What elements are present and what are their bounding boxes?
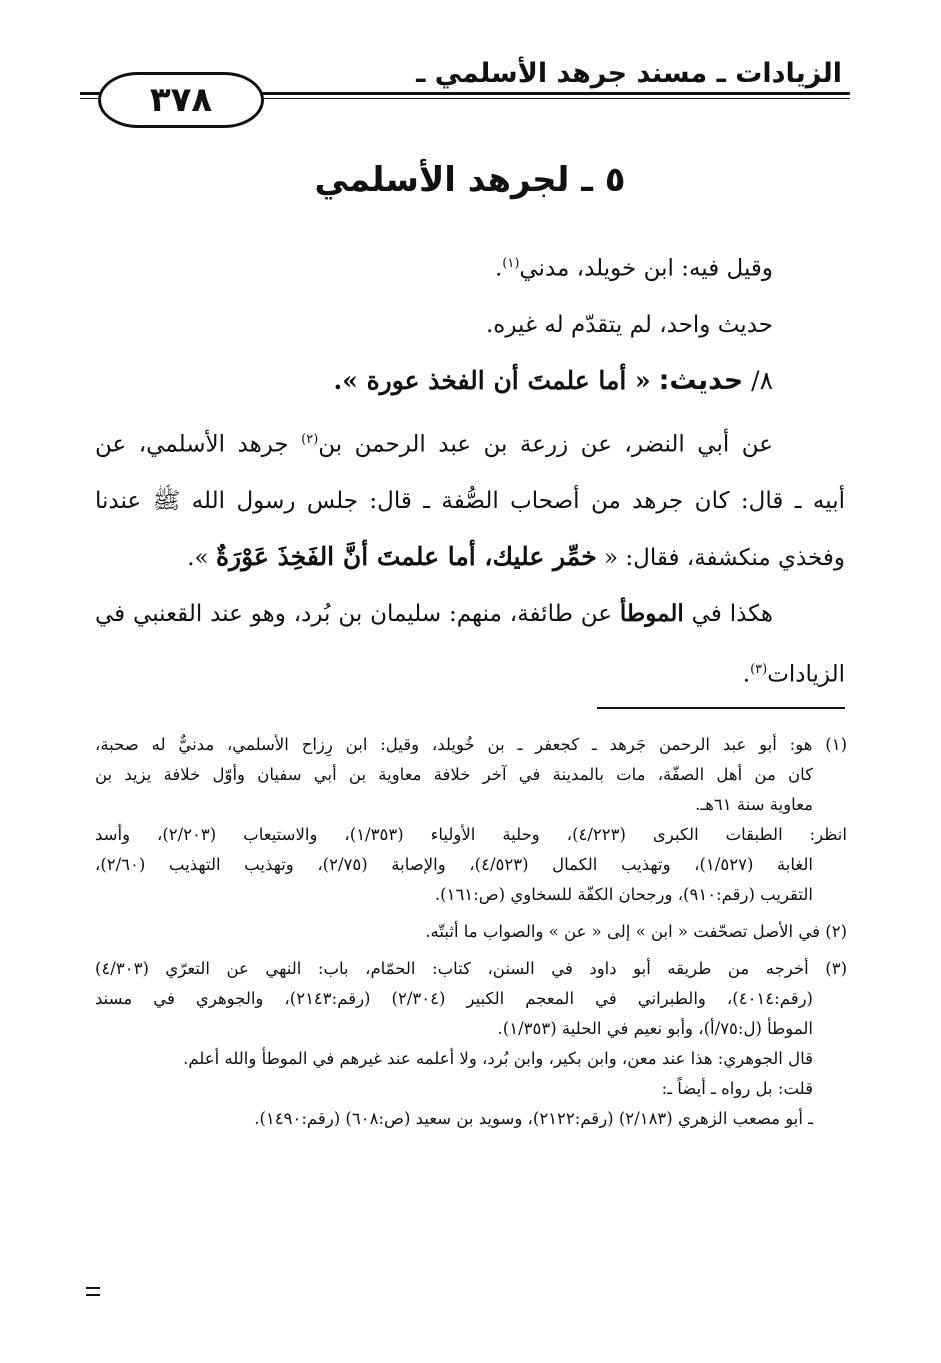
fn1-line-1: (١) هو: أبو عبد الرحمن جَرهد ـ كجعفر ـ بن خُويلد، وقيل: ابن رِزاح الأسلمي، مدنيٌّ له صحبة، bbox=[95, 735, 847, 754]
note-text-2: الزيادات bbox=[767, 661, 845, 688]
isnad-text-3c: ». bbox=[187, 544, 209, 571]
note-text-1a: هكذا في bbox=[691, 601, 773, 627]
note-muwatta: الموطأ bbox=[619, 600, 684, 627]
footnote-3 bbox=[95, 954, 847, 1134]
note-line-1 bbox=[95, 586, 845, 642]
main-text bbox=[95, 236, 845, 409]
hadith-text: « أما علمتَ أن الفخذ عورة ». bbox=[333, 365, 651, 395]
fn1-line-6: التقريب (رقم:٩١٠)، ورجحان الكفّة للسخاوي (ص:١٦١). bbox=[434, 885, 813, 904]
footnotes bbox=[95, 730, 847, 1141]
hadith-heading bbox=[95, 353, 845, 409]
note-line-2: الزيادات$^{(٣)}$. bbox=[742, 661, 845, 688]
footnote-2 bbox=[95, 917, 847, 947]
footnote-1 bbox=[95, 730, 847, 910]
footnote-ref-1: (١) bbox=[502, 256, 520, 271]
fn1-line-4: انظر: الطبقات الكبرى (٤/٢٢٣)، وحلية الأولياء (١/٣٥٣)، والاستيعاب (٢/٢٠٣)، وأسد bbox=[95, 825, 847, 844]
note-paragraph bbox=[95, 586, 845, 703]
hadith-label: حديث: bbox=[658, 364, 744, 396]
intro-text-1: وقيل فيه: ابن خويلد، مدني bbox=[519, 255, 773, 282]
prophetic-saying: خمِّر عليك، أما علمتَ أنَّ الفَخِذَ عَوْرَةٌ bbox=[215, 541, 597, 571]
hadith-number: ٨/ bbox=[751, 365, 773, 395]
fn1-line-2: كان من أهل الصفّة، مات بالمدينة في آخر خلافة معاوية بن أبي سفيان وأوّل خلافة يزيد بن bbox=[95, 765, 813, 784]
footnote-ref-3: (٣) bbox=[750, 662, 768, 677]
running-title: الزيادات ـ مسند جرهد الأسلمي ـ bbox=[416, 58, 842, 89]
fn3-line-3: الموطأ (ل:٧٥/أ)، وأبو نعيم في الحلية (١/٣٥٣). bbox=[497, 1019, 813, 1038]
fn1-line-3: معاوية سنة ٦١هـ. bbox=[695, 795, 813, 814]
note-text-1c: عن طائفة، منهم: سليمان بن بُرد، وهو عند القعنبي في bbox=[95, 601, 613, 627]
isnad-line-1 bbox=[95, 412, 845, 473]
isnad-line-2: أبيه ـ قال: كان جرهد من أصحاب الصُّفة ـ قال: جلس رسول الله ﷺ عندنا bbox=[95, 487, 845, 514]
fn1-line-5: الغابة (١/٥٢٧)، وتهذيب الكمال (٤/٥٢٣)، والإصابة (٢/٧٥)، وتهذيب التهذيب (٢/٦٠)، bbox=[95, 855, 813, 874]
page-number: ٣٧٨ bbox=[98, 72, 264, 128]
fn3-line-5: قلت: بل رواه ـ أيضاً ـ: bbox=[661, 1079, 813, 1098]
intro-line-1: وقيل فيه: ابن خويلد، مدني$^{(١)}$. bbox=[494, 255, 773, 282]
fn3-line-2: (رقم:٤٠١٤)، والطبراني في المعجم الكبير (٢/٣٠٤) (رقم:٢١٤٣)، والجوهري في مسند bbox=[95, 989, 813, 1008]
isnad-text-1a: عن أبي النضر، عن زرعة بن عبد الرحمن بن bbox=[318, 431, 774, 458]
end-mark bbox=[86, 1287, 100, 1296]
chapter-title: ٥ ـ لجرهد الأسلمي bbox=[314, 160, 626, 200]
fn3-line-1: (٣) أخرجه من طريقه أبو داود في السنن، كتاب: الحمّام، باب: النهي عن التعرّي (٤/٣٠٣) bbox=[95, 959, 847, 978]
footnote-separator bbox=[597, 707, 845, 709]
isnad-text-3a: وفخذي منكشفة، فقال: « bbox=[604, 544, 845, 571]
isnad-text-1b: جرهد الأسلمي، عن bbox=[95, 431, 289, 458]
page-header bbox=[80, 52, 850, 132]
isnad-paragraph bbox=[95, 412, 845, 586]
intro-line-2: حديث واحد، لم يتقدّم له غيره. bbox=[485, 311, 773, 338]
fn3-line-4: قال الجوهري: هذا عند معن، وابن بكير، وابن بُرد، ولا أعلمه عند غيرهم في الموطأ والله أعلم. bbox=[183, 1049, 813, 1068]
footnote-ref-2: (٢) bbox=[301, 432, 319, 447]
isnad-line-3 bbox=[95, 529, 845, 586]
fn2-line-1: (٢) في الأصل تصحّفت « ابن » إلى « عن » والصواب ما أثبتّه. bbox=[425, 922, 847, 941]
fn3-line-6: ـ أبو مصعب الزهري (٢/١٨٣) (رقم:٢١٢٢)، وسويد بن سعيد (ص:٦٠٨) (رقم:١٤٩٠). bbox=[254, 1109, 813, 1128]
